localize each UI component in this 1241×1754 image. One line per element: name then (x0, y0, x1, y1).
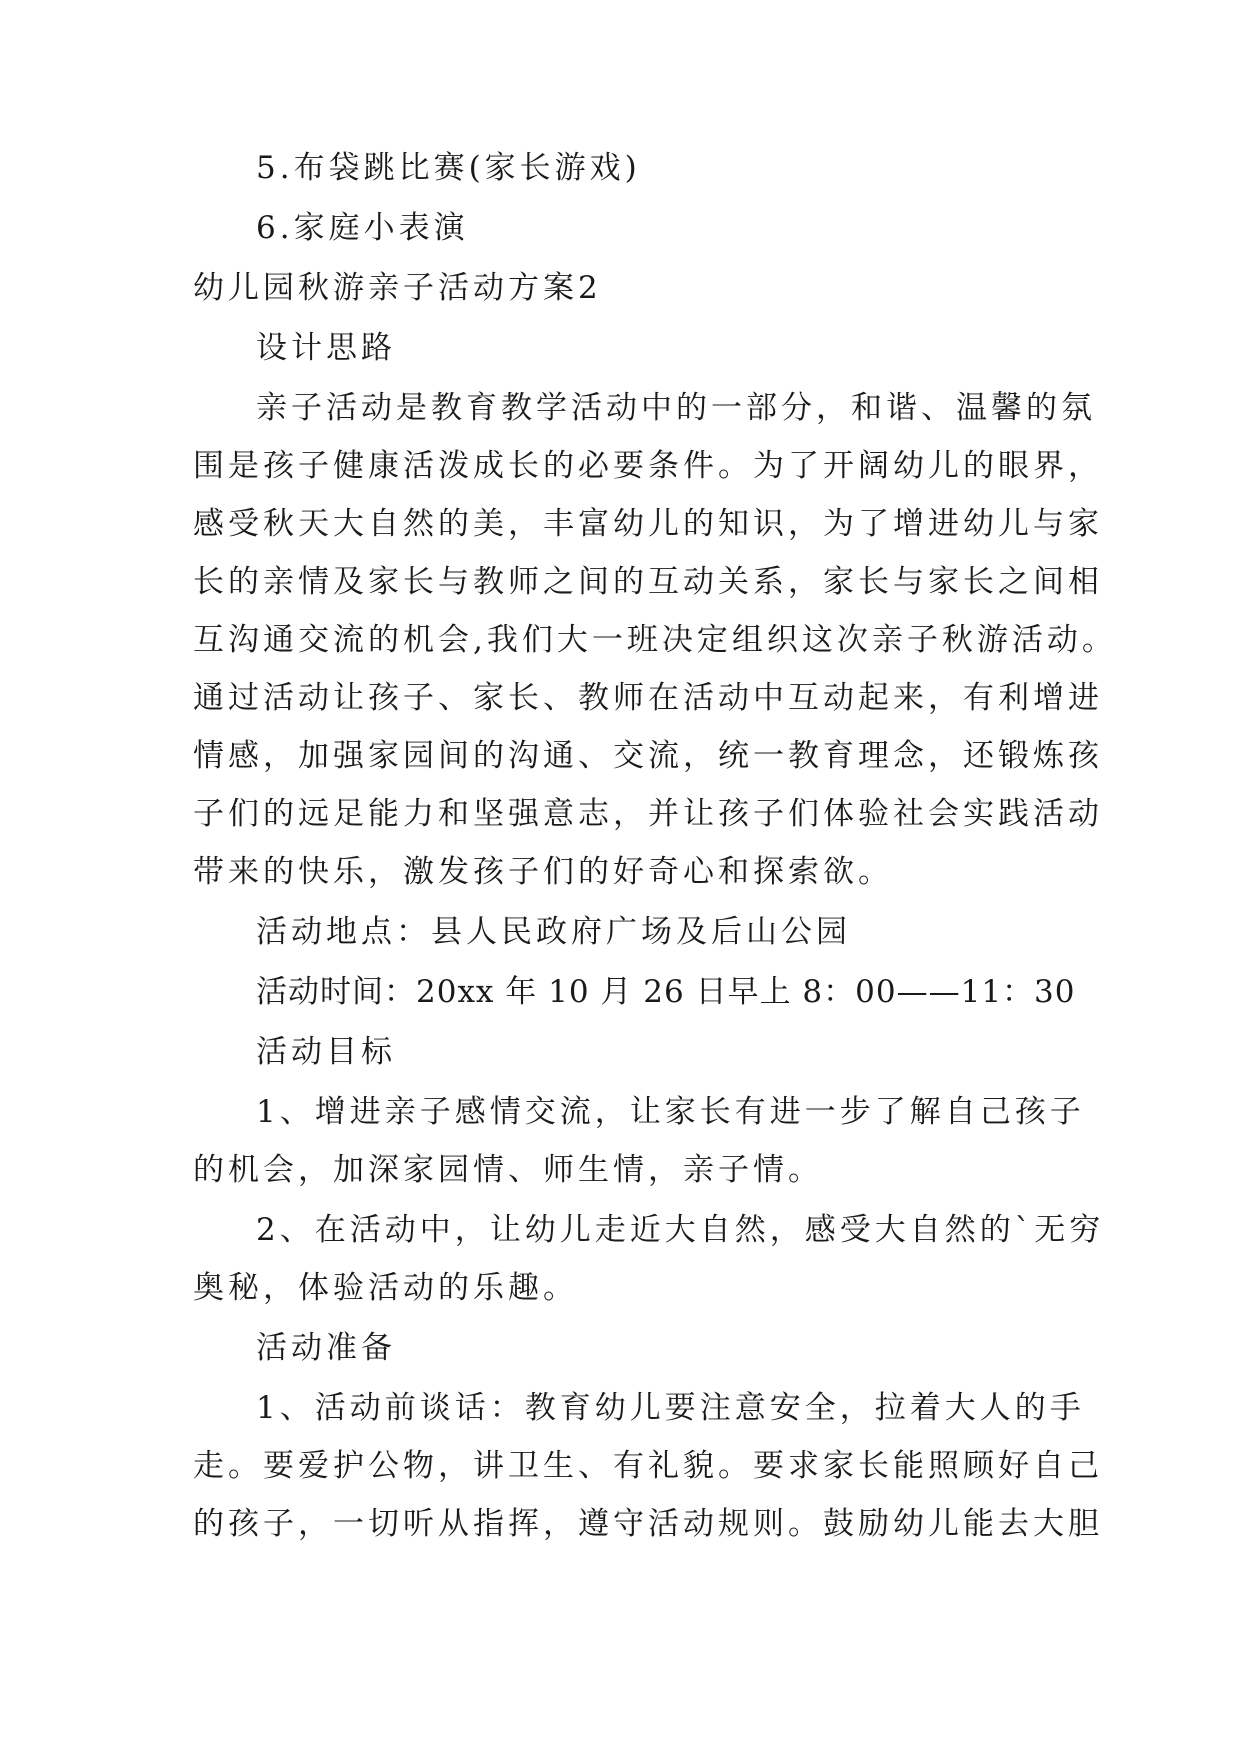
prep-item-1: 1、活动前谈话：教育幼儿要注意安全，拉着大人的手 (256, 1390, 1085, 1426)
goal-item-2: 2、在活动中，让幼儿走近大自然，感受大自然的`无穷 (256, 1212, 1105, 1248)
heading-design-idea: 设计思路 (256, 330, 396, 366)
paragraph-line: 围是孩子健康活泼成长的必要条件。为了开阔幼儿的眼界， (193, 448, 1103, 484)
list-item-family-show: 6.家庭小表演 (256, 210, 469, 246)
paragraph-line: 感受秋天大自然的美，丰富幼儿的知识，为了增进幼儿与家 (193, 506, 1103, 542)
activity-time: 活动时间：20xx 年 10 月 26 日早上 8：00——11：30 (256, 974, 1076, 1010)
activity-location: 活动地点：县人民政府广场及后山公园 (256, 914, 851, 950)
prep-item-1-cont: 的孩子，一切听从指挥，遵守活动规则。鼓励幼儿能去大胆 (193, 1506, 1103, 1542)
paragraph-line: 带来的快乐，激发孩子们的好奇心和探索欲。 (193, 854, 893, 890)
paragraph-line: 互沟通交流的机会,我们大一班决定组织这次亲子秋游活动。 (193, 622, 1117, 658)
heading-activity-goals: 活动目标 (256, 1034, 396, 1070)
heading-activity-prep: 活动准备 (256, 1330, 396, 1366)
goal-item-2-cont: 奥秘，体验活动的乐趣。 (193, 1270, 578, 1306)
goal-item-1: 1、增进亲子感情交流，让家长有进一步了解自己孩子 (256, 1094, 1085, 1130)
paragraph-line: 通过活动让孩子、家长、教师在活动中互动起来，有利增进 (193, 680, 1103, 716)
list-item-sack-race: 5.布袋跳比赛(家长游戏) (256, 150, 641, 186)
goal-item-1-cont: 的机会，加深家园情、师生情，亲子情。 (193, 1152, 823, 1188)
prep-item-1-cont: 走。要爱护公物，讲卫生、有礼貌。要求家长能照顾好自己 (193, 1448, 1103, 1484)
section-title: 幼儿园秋游亲子活动方案2 (193, 270, 602, 306)
paragraph-line: 子们的远足能力和坚强意志，并让孩子们体验社会实践活动 (193, 796, 1103, 832)
paragraph-line: 长的亲情及家长与教师之间的互动关系，家长与家长之间相 (193, 564, 1103, 600)
paragraph-line: 亲子活动是教育教学活动中的一部分，和谐、温馨的氛 (256, 390, 1096, 426)
paragraph-line: 情感，加强家园间的沟通、交流，统一教育理念，还锻炼孩 (193, 738, 1103, 774)
